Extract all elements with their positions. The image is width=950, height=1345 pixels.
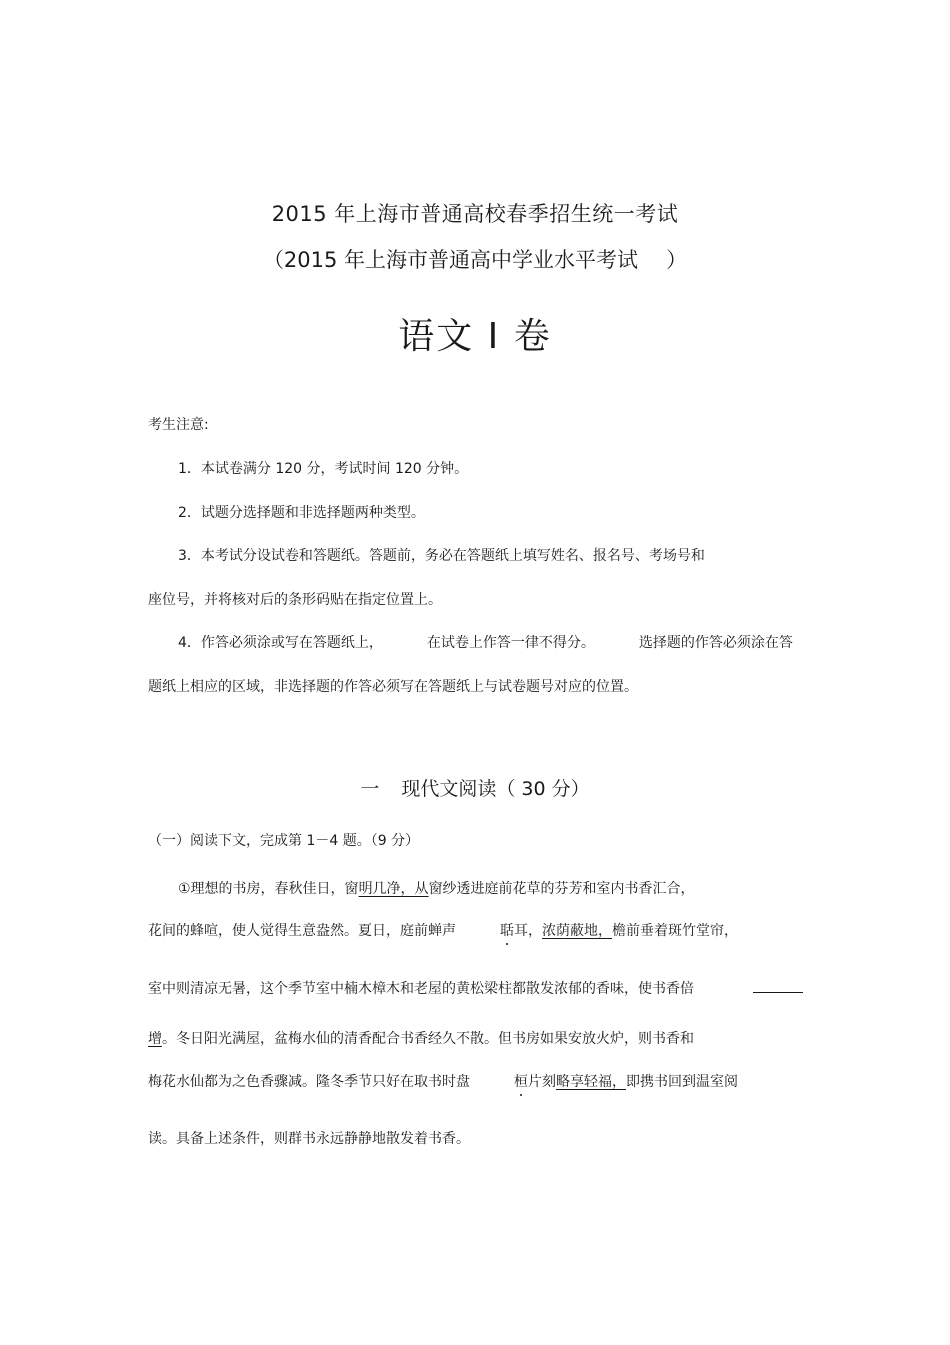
notice-item-3: 3．本考试分设试卷和答题纸。答题前，务必在答题纸上填写姓名、报名号、考场号和 [178, 548, 705, 564]
passage-text: ①理想的书房，春秋佳日，窗 [178, 881, 359, 897]
section-number: 一 [360, 778, 380, 800]
notice-item-4-cont: 题纸上相应的区域，非选择题的作答必须写在答题纸上与试卷题号对应的位置。 [148, 679, 638, 695]
section-heading [0, 774, 950, 801]
passage-text: 窗纱透进庭前花草的芬芳和室内书香汇合， [428, 881, 695, 897]
passage-text: 耳， [514, 923, 542, 939]
exam-title: 2015 年上海市普通高校春季招生统一考试 [271, 202, 679, 226]
passage-line-5 [148, 1071, 738, 1091]
passage-text: 片刻 [528, 1074, 556, 1090]
passage-line-6: 读。具备上述条件，则群书永远静静地散发着书香。 [148, 1131, 470, 1147]
section-title: 现代文阅读（ 30 分） [401, 778, 590, 800]
paper-title: 语文 I 卷 [398, 316, 552, 357]
passage-text: 即携书回到温室阅 [626, 1074, 738, 1090]
notice-item-1: 1．本试卷满分 120 分，考试时间 120 分钟。 [178, 461, 469, 477]
passage-text: 。冬日阳光满屋，盆梅水仙的清香配合书香经久不散。但书房如果安放火炉，则书香和 [162, 1031, 694, 1047]
notice-item-4 [178, 632, 793, 652]
passage-line-3: 室中则清凉无暑，这个季节室中楠木樟木和老屋的黄松梁柱都散发浓郁的香味，使书香倍 [148, 981, 694, 997]
notice-item-2: 2．试题分选择题和非选择题两种类型。 [178, 505, 425, 521]
dotted-char: 聒 [500, 923, 514, 939]
notice-item-4-part2: 在试卷上作答一律不得分。 [426, 635, 595, 651]
notice-item-3-cont: 座位号，并将核对后的条形码贴在指定位置上。 [148, 592, 442, 608]
passage-line-2 [148, 920, 738, 940]
passage-text: 檐前垂着斑竹堂帘， [612, 923, 738, 939]
notice-heading: 考生注意: [148, 417, 209, 433]
passage-text: 花间的蜂喧，使人觉得生意盎然。夏日，庭前蝉声 [148, 923, 456, 939]
passage-line-4 [148, 1028, 694, 1048]
underlined-phrase: 明几净，从 [358, 881, 429, 897]
notice-item-4-part1: 4．作答必须涂或写在答题纸上， [178, 635, 383, 651]
underlined-phrase: 略享轻福， [556, 1074, 626, 1090]
notice-item-4-part3: 选择题的作答必须涂在答 [638, 635, 793, 651]
exam-subtitle-close: ） [666, 248, 688, 272]
passage-text: 梅花水仙都为之色香骤减。隆冬季节只好在取书时盘 [148, 1074, 470, 1090]
underlined-char: 增 [148, 1031, 162, 1047]
sub-heading: （一）阅读下文，完成第 1－4 题。（9 分） [148, 833, 420, 849]
dotted-char: 桓 [514, 1074, 528, 1090]
underlined-phrase: 浓荫蔽地， [542, 923, 612, 939]
blank-underline [753, 992, 803, 993]
passage-line-1 [178, 878, 695, 898]
exam-subtitle [0, 244, 950, 274]
exam-subtitle-text: （2015 年上海市普通高中学业水平考试 [262, 248, 639, 272]
